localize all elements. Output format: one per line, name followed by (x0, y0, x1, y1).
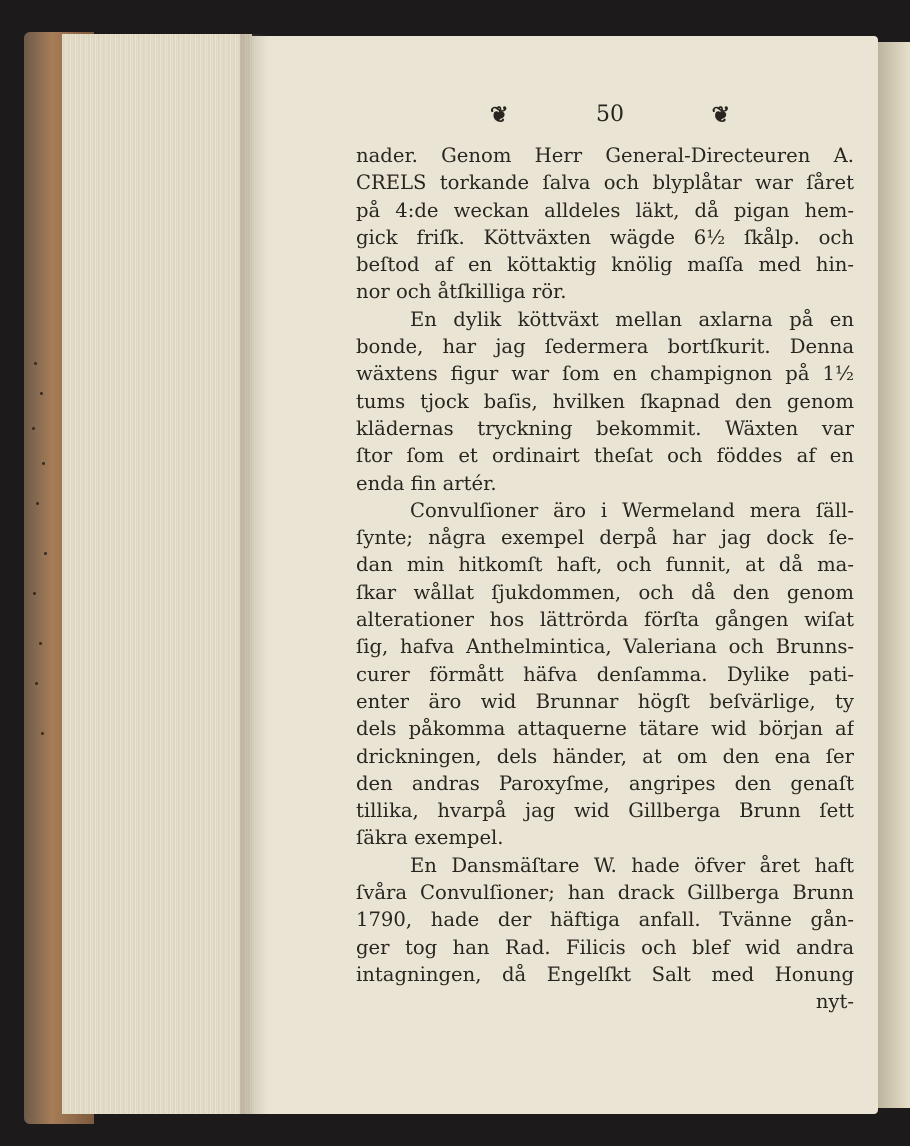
page-number: 50 (596, 102, 624, 127)
text-line: tillika, hvarpå jag wid Gillberga Brunn ſett (356, 799, 854, 823)
text-line: enda fin artér. (356, 471, 497, 495)
text-line: ſvåra Convulſioner; han drack Gillberga Brunn (356, 881, 854, 905)
ornament-right-icon: ❦ (711, 102, 730, 128)
text-line: bonde, har jag ſedermera bortſkurit. Denna (356, 335, 854, 359)
text-line: nader. Genom Herr General-Directeuren A. (356, 144, 854, 167)
text-line: 1790, hade der häftiga anfall. Tvänne gån- (356, 908, 854, 932)
text-line: En Dansmäſtare W. hade öfver året haft (410, 853, 854, 877)
text-line: på 4:de weckan alldeles läkt, då pigan hem- (356, 198, 854, 222)
page-header (490, 100, 730, 130)
text-line: ſäkra exempel. (356, 826, 504, 850)
text-line: ſkar wållat ſjukdommen, och då den genom (356, 580, 854, 604)
text-line: ger tog han Rad. Filicis och blef wid andra (356, 935, 854, 959)
text-line: En dylik köttväxt mellan axlarna på en (410, 307, 854, 331)
text-line: intagningen, då Engelſkt Salt med Honung (356, 962, 854, 986)
text-line: ſtor ſom et ordinairt theſat och föddes af en (356, 444, 854, 468)
text-line: wäxtens figur war ſom en champignon på 1½ (356, 362, 854, 386)
page-edges-stack (62, 34, 252, 1114)
next-page-edge (878, 42, 910, 1108)
ornament-left-icon: ❦ (490, 102, 509, 128)
text-line: curer förmått häfva denſamma. Dylike pati- (356, 662, 854, 686)
text-line: dan min hitkomſt haft, och funnit, at då ma- (356, 553, 854, 577)
text-line: gick friſk. Köttväxten wägde 6½ ſkålp. och (356, 225, 854, 249)
text-line: Convulſioner äro i Wermeland mera ſäll- (410, 498, 854, 522)
page-body (356, 142, 854, 1016)
text-line: den andras Paroxyſme, angripes den genaſt (356, 771, 854, 795)
text-line: ſynte; några exempel derpå har jag dock ſe- (356, 526, 854, 550)
text-line: beſtod af en köttaktig knölig maſſa med hin- (356, 253, 854, 277)
text-line: nor och åtſkilliga rör. (356, 280, 567, 304)
text-line: CRELS torkande ſalva och blyplåtar war ſåret (356, 171, 854, 195)
text-line: klädernas tryckning bekommit. Wäxten var (356, 416, 854, 440)
gutter-shadow (240, 34, 268, 1114)
text-line: enter äro wid Brunnar högſt beſvärlige, ty (356, 689, 854, 713)
text-line: alterationer hos lättrörda förſta gången wiſat (356, 608, 854, 632)
text-line: dels påkomma attaquerne tätare wid början af (356, 717, 854, 741)
text-line: drickningen, dels händer, at om den ena ſer (356, 744, 854, 768)
text-line: ſig, hafva Anthelmintica, Valeriana och Brunns- (356, 635, 854, 659)
catchword: nyt- (815, 990, 854, 1014)
text-line: tums tjock baſis, hvilken ſkapnad den genom (356, 389, 854, 413)
